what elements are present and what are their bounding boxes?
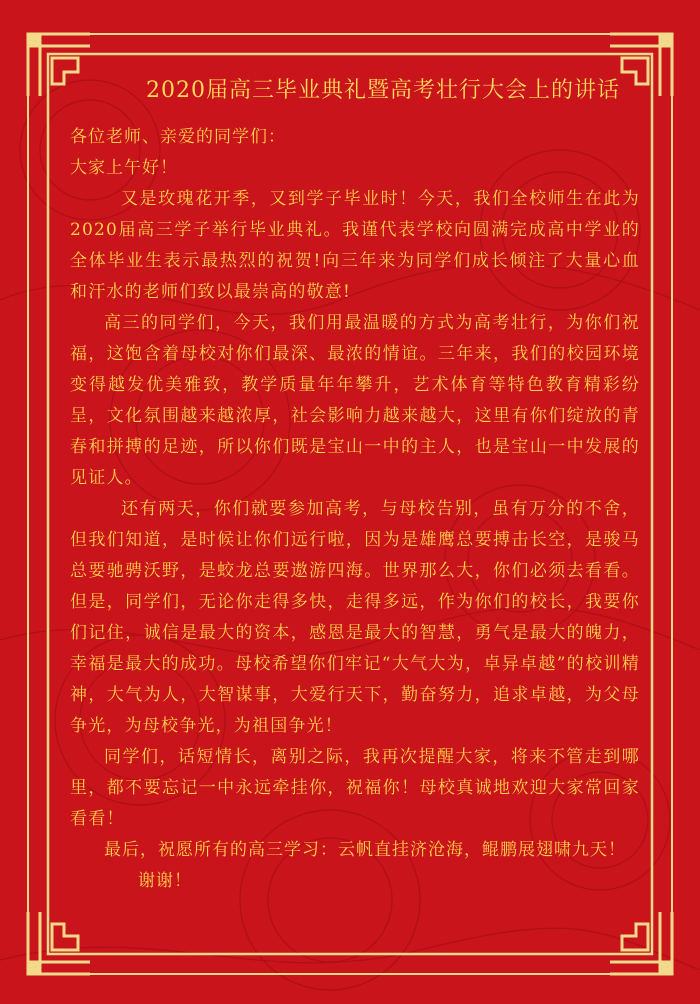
- salutation: 各位老师、亲爱的同学们：: [70, 127, 286, 147]
- document-title: 2020届高三毕业典礼暨高考壮行大会上的讲话: [146, 78, 620, 103]
- paragraph-2: 高三的同学们，今天，我们用最温暖的方式为高考壮行，为你们祝福，这饱含着母校对你们最深、最浓的情谊。三年来，我们的校园环境变得越发优美雅致，教学质量年年攀升，艺术体育等特色教育精彩纷呈，文化氛围越来越浓厚，社会影响力越来越大，这里有你们绽放的青春和拼搏的足迹，所以你们既是宝山一中的主人，也是宝山一中发展的见证人。: [70, 313, 640, 488]
- paragraph-3: 还有两天，你们就要参加高考，与母校告别，虽有万分的不舍，但我们知道，是时候让你们远行啦，因为是雄鹰总要搏击长空，是骏马总要驰骋沃野，是蛟龙总要遨游四海。世界那么大，你们必须去看看。但是，同学们，无论你走得多快，走得多远，作为你们的校长，我要你们记住，诚信是最大的资本，感恩是最大的智慧，勇气是最大的魄力，幸福是最大的成功。母校希望你们牢记“大气大为，卓异卓越”的校训精神，大气为人，大智谋事，大爱行天下，勤奋努力，追求卓越，为父母争光，为母校争光，为祖国争光！: [70, 499, 640, 736]
- closing-wish: 最后，祝愿所有的高三学习：云帆直挂济沧海，鲲鹏展翅啸九天！: [104, 840, 626, 860]
- thanks: 谢谢！: [138, 871, 192, 891]
- corner-ornament-bottom-right: [610, 912, 672, 974]
- speech-document: [70, 70, 640, 897]
- paragraph-1: 又是玫瑰花开季，又到学子毕业时！今天，我们全校师生在此为2020届高三学子举行毕业典礼。我谨代表学校向圆满完成高中学业的全体毕业生表示最热烈的祝贺!向三年来为同学们成长倾注了大量心血和汗水的老师们致以最崇高的敬意!: [70, 189, 640, 302]
- paragraph-4: 同学们，话短情长，离别之际，我再次提醒大家，将来不管走到哪里，都不要忘记一中永远牵挂你，祝福你！母校真诚地欢迎大家常回家看看！: [70, 747, 640, 829]
- corner-ornament-bottom-left: [28, 912, 90, 974]
- greeting: 大家上午好！: [70, 158, 178, 178]
